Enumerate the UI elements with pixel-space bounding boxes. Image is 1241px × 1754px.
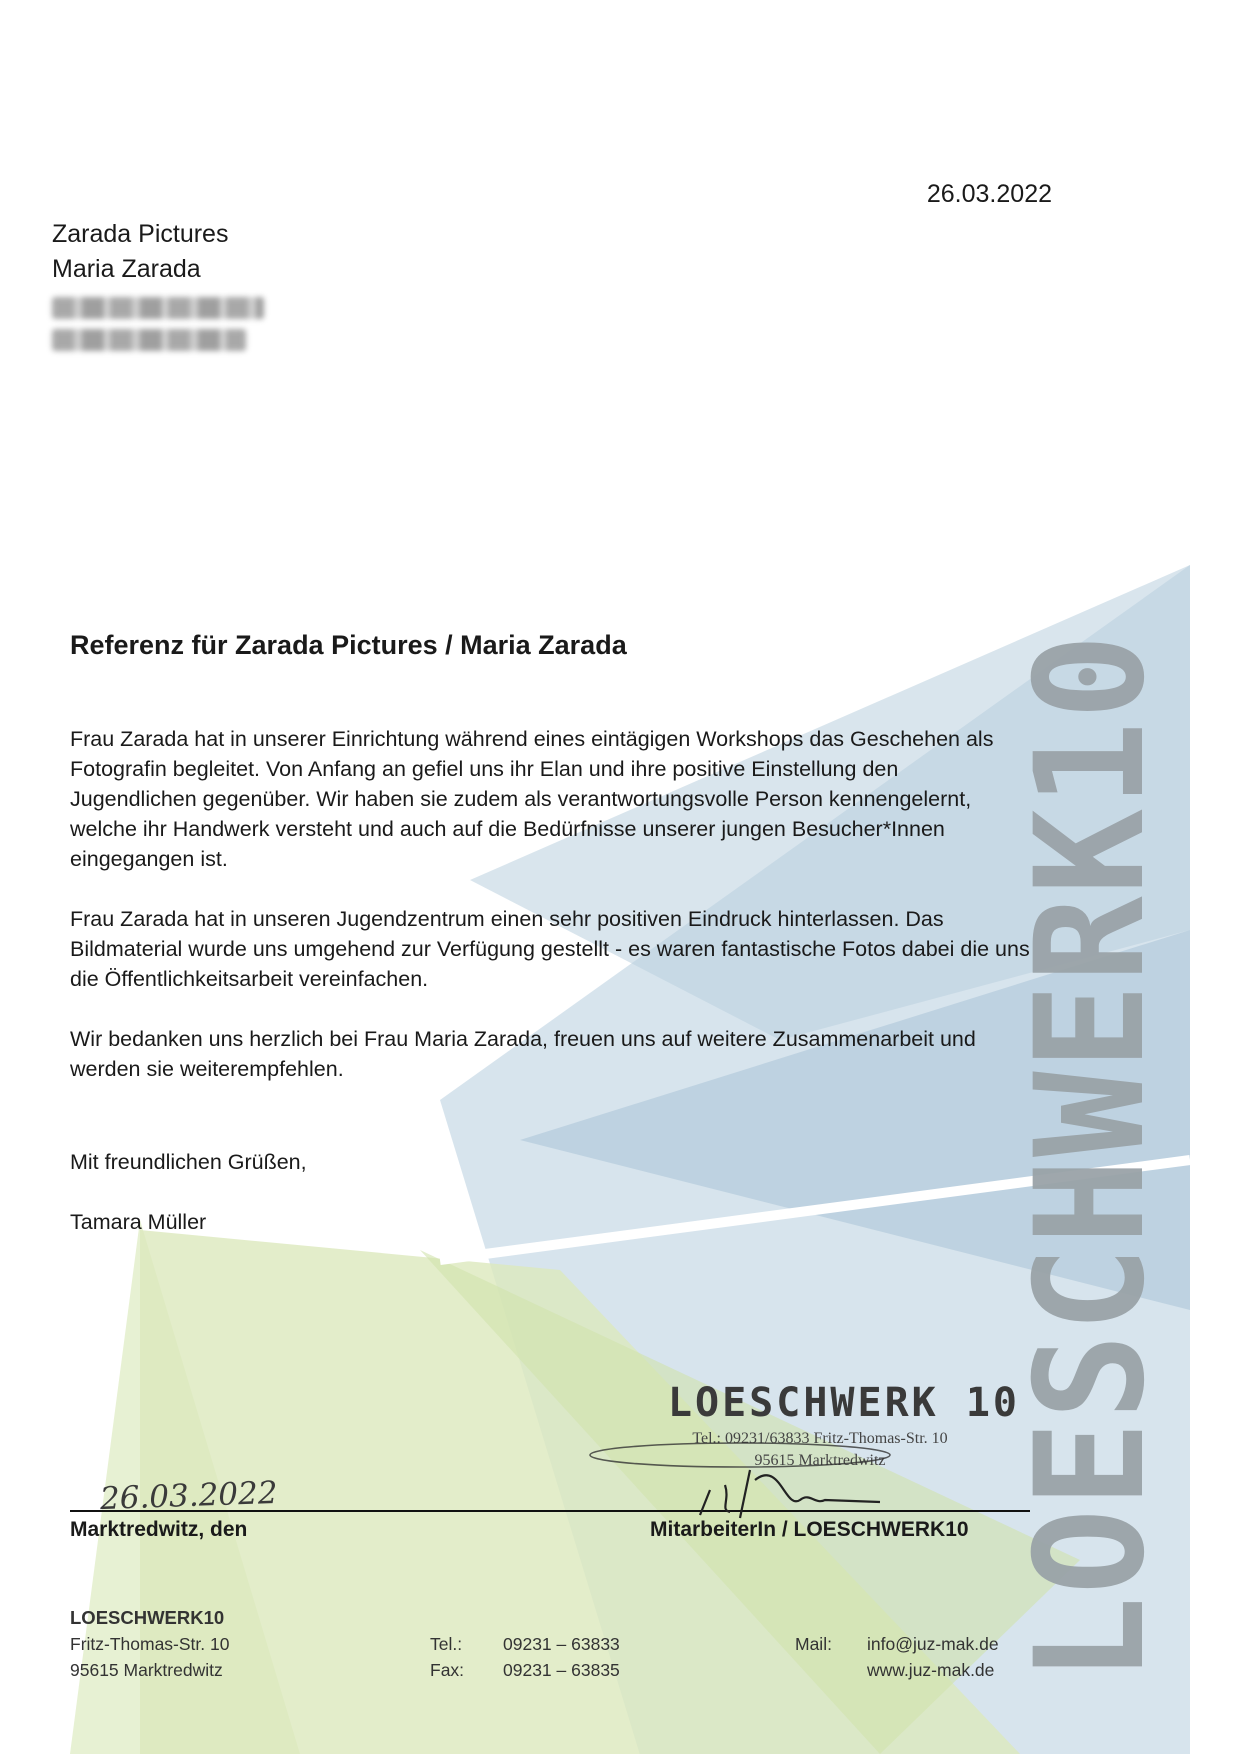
watermark-logo <box>1004 574 1190 1682</box>
footer-tel: 09231 – 63833 <box>503 1634 620 1654</box>
letter-date: 26.03.2022 <box>926 180 1052 208</box>
recipient-name: Maria Zarada <box>52 255 201 283</box>
footer-mail[interactable]: info@juz-mak.de <box>867 1634 999 1654</box>
paragraph-2: Frau Zarada hat in unseren Jugendzentrum einen sehr positiven Eindruck hinterlassen. Das Bildmaterial wurde uns umgehend zur Verfügung gestellt - es waren fantastische Fotos dabei die uns die Öffentlichkeitsarbeit vereinfachen. <box>70 907 1030 991</box>
signer-name: Tamara Müller <box>70 1210 207 1234</box>
signature-role-label: MitarbeiterIn / LOESCHWERK10 <box>650 1518 969 1541</box>
redacted-street <box>52 297 264 319</box>
signature-place-label: Marktredwitz, den <box>70 1518 248 1541</box>
footer-fax: 09231 – 63835 <box>503 1660 620 1680</box>
footer-fax-label: Fax: <box>430 1660 465 1680</box>
stamp-title: LOESCHWERK 10 <box>667 1380 1020 1426</box>
footer-contact-values <box>867 1631 999 1683</box>
redacted-city <box>52 329 246 351</box>
paragraph-1: Frau Zarada hat in unserer Einrichtung während eines eintägigen Workshops das Geschehen als Fotografin begleitet. Von Anfang an gefiel uns ihr Elan und ihre positive Einstellung den Jugendlichen gegenüber. Wir haben sie zudem als verantwortungsvolle Person kennengelernt, welche ihr Handwerk versteht und auch auf die Bedürfnisse unserer jungen Besucher*Innen eingegangen ist. <box>70 727 994 871</box>
footer-city: 95615 Marktredwitz <box>70 1660 223 1680</box>
footer-phone-values <box>503 1631 620 1683</box>
watermark-text: LOESCHWERK10 <box>1004 574 1178 1682</box>
footer-mail-label: Mail: <box>795 1634 832 1654</box>
footer-org: LOESCHWERK10 <box>70 1607 225 1628</box>
footer-mail-label-col <box>795 1631 832 1657</box>
footer-tel-label: Tel.: <box>430 1634 463 1654</box>
letter-title: Referenz für Zarada Pictures / Maria Zarada <box>70 630 627 660</box>
stamp-city: 95615 Marktredwitz <box>754 1452 886 1469</box>
signature-date: 26.03.2022 <box>99 1474 279 1518</box>
handwritten-signature <box>580 1430 940 1520</box>
closing-greeting: Mit freundlichen Grüßen, <box>70 1150 307 1174</box>
recipient-company: Zarada Pictures <box>52 220 229 248</box>
letter-body <box>70 724 1030 1114</box>
footer-phone-labels <box>430 1631 464 1683</box>
footer-street: Fritz-Thomas-Str. 10 <box>70 1634 230 1654</box>
stamp-contact: Tel.: 09231/63833 Fritz-Thomas-Str. 10 <box>692 1430 948 1447</box>
footer-address <box>70 1605 229 1683</box>
footer-web[interactable]: www.juz-mak.de <box>867 1660 995 1680</box>
paragraph-3: Wir bedanken uns herzlich bei Frau Maria Zarada, freuen uns auf weitere Zusammenarbeit und werden sie weiterempfehlen. <box>70 1027 976 1081</box>
recipient-address <box>52 217 264 351</box>
